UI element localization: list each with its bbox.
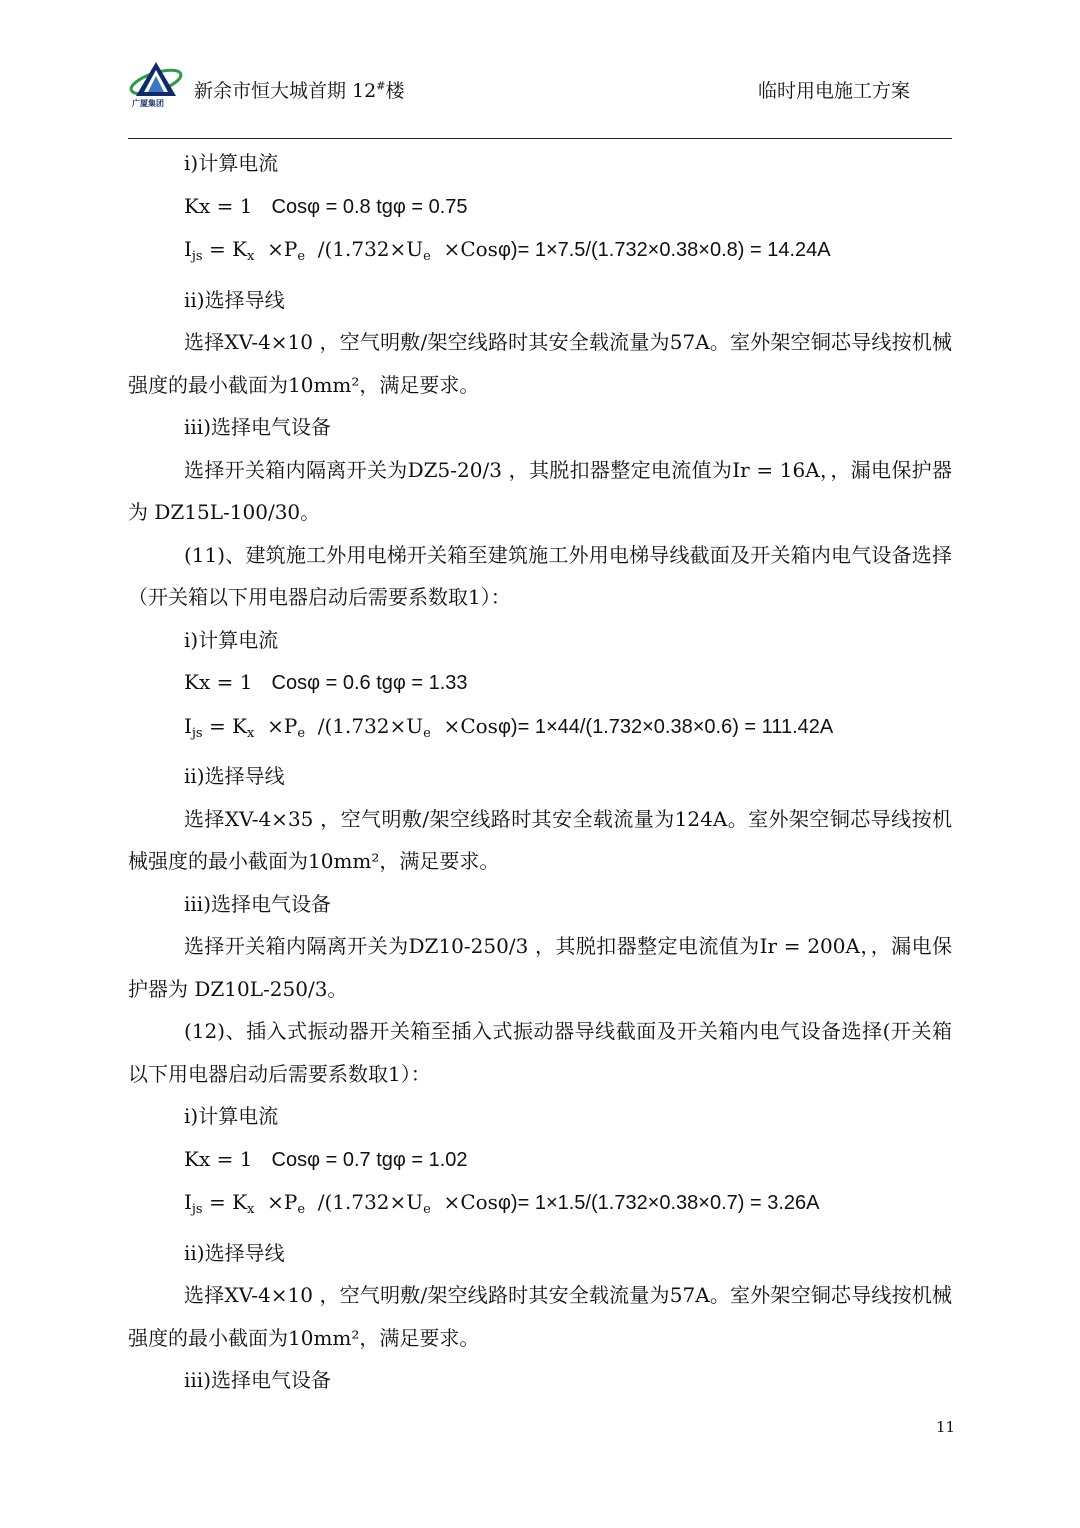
kx-value: Kx = 1 (184, 1146, 253, 1171)
formula-part-k-sub: x (247, 1202, 255, 1217)
page-number: 11 (936, 1418, 956, 1436)
formula-result: = 1×7.5/(1.732×0.38×0.8) = 14.24A (517, 239, 831, 261)
document-body (128, 142, 952, 1402)
section-12-title: (12)、插入式振动器开关箱至插入式振动器导线截面及开关箱内电气设备选择(开关箱以下用电器启动后需要系数取1）： (128, 1019, 952, 1086)
header-rule (128, 138, 952, 139)
step-select-wire: ii)选择导线 (184, 764, 285, 788)
formula-part-p-sub: e (297, 725, 306, 741)
formula-result: = 1×1.5/(1.732×0.38×0.7) = 3.26A (517, 1192, 820, 1214)
formula-part-phi: φ) (497, 715, 518, 738)
formula-part-p-sub: e (297, 1202, 306, 1217)
kx-value: Kx = 1 (184, 670, 253, 694)
formula-lhs (184, 237, 518, 264)
project-name-sup: # (376, 79, 386, 93)
step-select-wire: ii)选择导线 (184, 1240, 285, 1265)
formula-part-times-p: ×P (254, 713, 298, 738)
formula-part-I-sub: js (191, 249, 203, 264)
formula-part-cos: ×Cos (430, 1190, 498, 1214)
formula-part-cos: ×Cos (430, 237, 498, 261)
formula-lhs (184, 713, 518, 741)
current-formula (128, 1181, 952, 1232)
project-name (194, 76, 404, 103)
project-name-tail: 楼 (385, 80, 405, 102)
formula-part-div: /(1.732×U (305, 1190, 424, 1214)
step-calc-current: i)计算电流 (184, 151, 279, 175)
current-formula (128, 228, 952, 279)
coefficients-line (128, 1138, 952, 1182)
formula-part-div: /(1.732×U (305, 713, 424, 738)
step-select-wire: ii)选择导线 (184, 287, 285, 312)
step-select-equipment: iii)选择电气设备 (184, 1368, 331, 1392)
cos-tg-values: Cosφ = 0.7 tgφ = 1.02 (271, 1148, 468, 1171)
formula-part-k-sub: x (247, 725, 255, 741)
formula-part-I-sub: js (191, 1202, 203, 1217)
step-calc-current: i)计算电流 (184, 1104, 279, 1128)
formula-part-u-sub: e (423, 249, 431, 264)
formula-part-eq-k: = K (202, 713, 248, 738)
formula-part-times-p: ×P (254, 1190, 298, 1214)
cos-tg-values: Cosφ = 0.6 tgφ = 1.33 (271, 672, 468, 694)
formula-part-cos: ×Cos (430, 713, 498, 738)
formula-part-I: I (184, 713, 192, 738)
step-select-equipment: iii)选择电气设备 (184, 891, 331, 916)
formula-part-I: I (184, 1190, 192, 1214)
formula-part-I-sub: js (191, 725, 203, 741)
formula-lhs (184, 1190, 518, 1217)
current-formula (128, 705, 952, 756)
logo-text: 广厦集团 (132, 99, 164, 108)
project-name-main: 新余市恒大城首期 12 (194, 80, 377, 102)
page-header (128, 56, 952, 140)
formula-part-p-sub: e (297, 249, 306, 264)
formula-result: = 1×44/(1.732×0.38×0.6) = 111.42A (517, 715, 834, 738)
document-title: 临时用电施工方案 (757, 80, 910, 102)
section-11-title: (11)、建筑施工外用电梯开关箱至建筑施工外用电梯导线截面及开关箱内电气设备选择（开关箱以下用电器启动后需要系数取1）： (128, 542, 952, 609)
formula-part-times-p: ×P (254, 237, 298, 261)
formula-part-u-sub: e (423, 725, 431, 741)
kx-value: Kx = 1 (184, 193, 253, 218)
formula-part-phi: φ) (497, 239, 518, 261)
formula-part-div: /(1.732×U (305, 237, 424, 261)
coefficients-line (128, 661, 952, 705)
step-calc-current: i)计算电流 (184, 627, 279, 652)
wire-selection-text: 选择XV-4×10 ，空气明敷/架空线路时其安全载流量为57A。室外架空铜芯导线按机械强度的最小截面为10mm²，满足要求。 (128, 330, 952, 397)
wire-selection-text: 选择XV-4×10 ，空气明敷/架空线路时其安全载流量为57A。室外架空铜芯导线按机械强度的最小截面为10mm²，满足要求。 (128, 1283, 952, 1350)
formula-part-eq-k: = K (202, 1190, 248, 1214)
formula-part-k-sub: x (247, 249, 255, 264)
step-select-equipment: iii)选择电气设备 (184, 415, 331, 439)
coefficients-line (128, 185, 952, 229)
formula-part-I: I (184, 237, 192, 261)
equipment-selection-text: 选择开关箱内隔离开关为DZ10-250/3 ，其脱扣器整定电流值为Ir = 200A，，漏电保护器为 DZ10L-250/3。 (128, 934, 952, 1001)
cos-tg-values: Cosφ = 0.8 tgφ = 0.75 (271, 195, 468, 218)
formula-part-eq-k: = K (202, 237, 248, 261)
wire-selection-text: 选择XV-4×35 ，空气明敷/架空线路时其安全载流量为124A。室外架空铜芯导线按机械强度的最小截面为10mm²，满足要求。 (128, 806, 952, 873)
formula-part-phi: φ) (497, 1192, 518, 1214)
equipment-selection-text: 选择开关箱内隔离开关为DZ5-20/3 ，其脱扣器整定电流值为Ir = 16A，，漏电保护器为 DZ15L-100/30。 (128, 457, 952, 524)
formula-part-u-sub: e (423, 1202, 431, 1217)
